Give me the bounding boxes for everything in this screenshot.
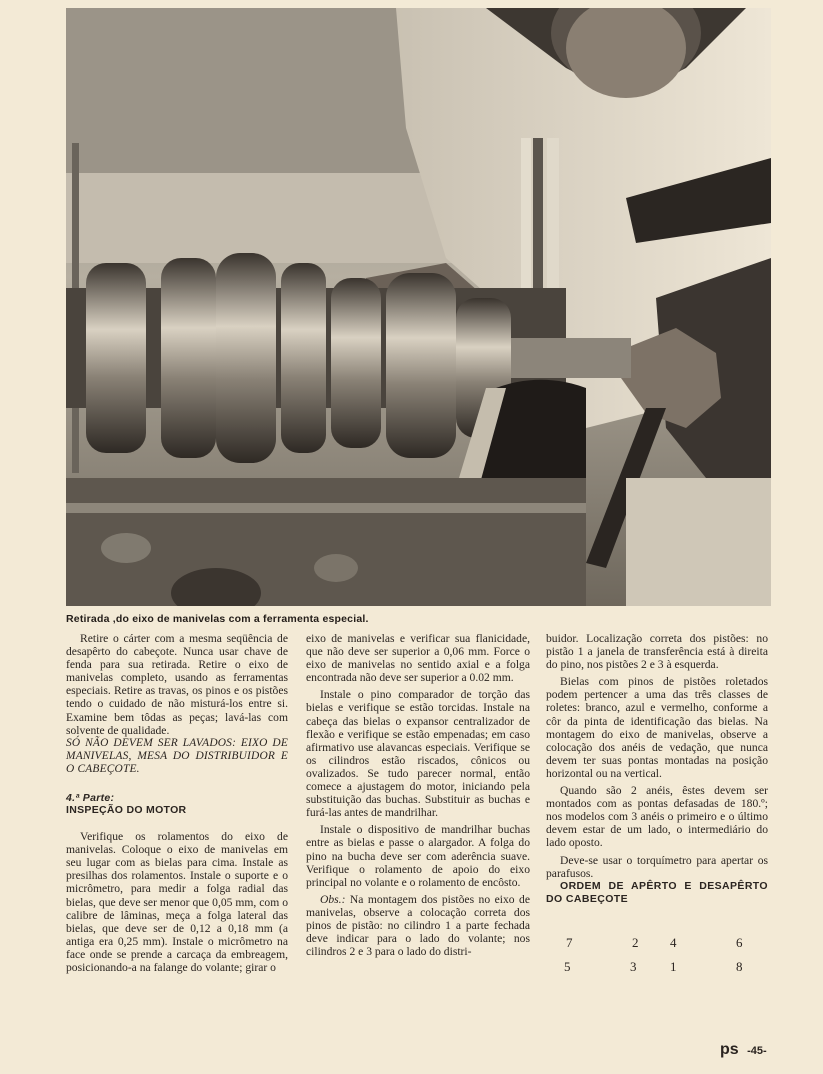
torque-number: 7 [566,934,573,950]
paragraph-remove-crankcase: Retire o cárter com a mesma seqüência de desapêrto do cabeçote. Nunca usar chave de fenda para sua retirada. Retire o eixo de manivelas completo, usando as ferramentas especiais. Retire as travas, os pinos e os pistões tendo o cuidado de não misturá-los entre si. Examine bem tôdas as peças; lavá-las com solvente de qualidade. [66,632,288,737]
torque-number: 5 [564,958,571,974]
page-footer [720,1041,767,1059]
torque-number: 1 [670,958,677,974]
paragraph-inspect-bearings: Verifique os rolamentos do eixo de manivelas. Coloque o eixo de manivelas em seu lugar com as bielas para cima. Instale as presilhas dos rolamentos. Instale o suporte e o micrômetro, para medir a folga radial das bielas, que deve ser menor que 0,05 mm, com o calibre de lâminas, meça a folga lateral das bielas, que deve ser de 0,12 a 0,18 mm (a antiga era 0,25 mm). Instale o micrômetro na face onde se prende a carcaça da embreagem, posicionando-a na falange do volante; girar o [66,830,288,974]
torque-order-heading: ORDEM DE APÊRTO E DESAPÊRTO DO CABEÇOTE [546,879,768,905]
obs-text: Na montagem dos pistões no eixo de manivelas, observe a colocação correta dos pinos de pistão: no cilindro 1 a parte fechada deve indicar para o lado do volante; nos cilindros 2 e 3 para o lado do distri- [306,892,530,959]
paragraph-torque-wrench: Deve-se usar o torquímetro para apertar os parafusos. [546,853,768,880]
photo-illustration [66,8,771,606]
torque-number: 6 [736,934,743,950]
text-column-3 [546,632,768,990]
torque-number: 4 [670,934,677,950]
paragraph-roller-classes: Bielas com pinos de pistões roletados podem pertencer a uma das três classes de roletes: branco, azul e vermelho, conforme a côr da pinta de identificação das bielas. Na montagem do eixo de manivelas, observe a colocação dos anéis de vedação, que nunca devem ter suas pontas montadas na posição horizontal ou na vertical. [546,675,768,780]
paragraph-observation [306,893,530,958]
part-title: INSPEÇÃO DO MOTOR [66,804,187,817]
callout-do-not-wash: SÓ NÃO DEVEM SER LAVADOS: EIXO DE MANIVELAS, MESA DO DISTRIBUIDOR E O CABEÇOTE. [66,736,288,775]
section-heading-part-4 [66,792,288,816]
part-label: 4.ª Parte: [66,792,115,805]
obs-label: Obs.: [320,892,346,906]
paragraph-piston-location: buidor. Localização correta dos pistões: no pistão 1 a janela de transferência está à direita do pino, nos pistões 2 e 3 à esquerda. [546,632,768,672]
magazine-logo: ps [720,1041,739,1058]
text-column-1 [66,632,288,974]
paragraph-flatness: eixo de manivelas e verificar sua flanicidade, que não deve ser superior a 0,06 mm. Force o eixo de manivelas no sentido axial e a folga encontrada não deve ser superior a 0.02 mm. [306,632,530,685]
paragraph-bushing-reamer: Instale o dispositivo de mandrilhar buchas entre as bielas e passe o alargador. A folga do pino na bucha deve ser com aderência suave. Verifique o rolamento de apoio do eixo principal no volante e o rolamento de encôsto. [306,823,530,889]
torque-number: 8 [736,958,743,974]
crankshaft-removal-photo [66,8,771,606]
text-column-2 [306,632,530,958]
page-number: -45- [747,1045,767,1057]
torque-order-diagram [546,930,768,990]
torque-number: 2 [632,934,639,950]
photo-caption: Retirada ,do eixo de manivelas com a ferramenta especial. [66,613,369,625]
paragraph-ring-gaps: Quando são 2 anéis, êstes devem ser montados com as pontas defasadas de 180.º; nos modelos com 3 anéis o primeiro e o último devem estar de um lado, o intermediário do lado oposto. [546,784,768,850]
paragraph-torsion-pin: Instale o pino comparador de torção das bielas e verifique se estão torcidas. Instale na cabeça das bielas o expansor centralizador de flexão e verifique se estão empenadas; em caso afirmativo use alavancas especiais. Verifique se os cilindros estão riscados, cônicos ou ovalizados. Se tudo parecer normal, então comece a ajustagem do motor, iniciando pela substituição das buchas. Substituir as buchas e furá-las antes de mandrilhar. [306,688,530,820]
torque-number: 3 [630,958,637,974]
